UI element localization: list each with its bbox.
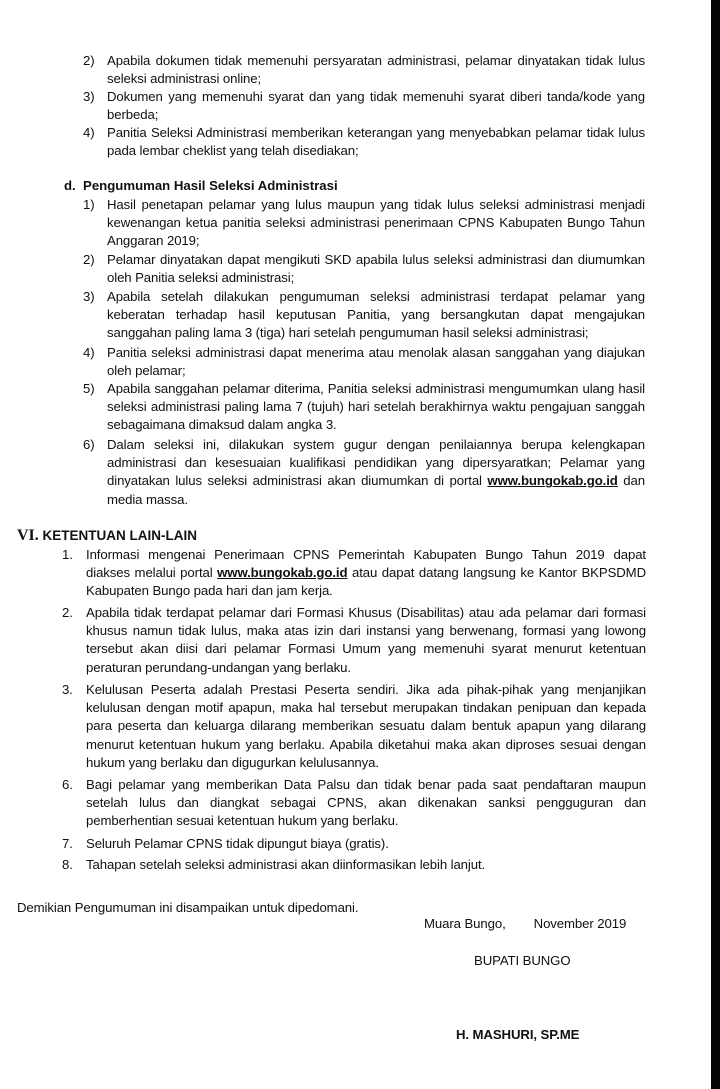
section-d-heading: d. Pengumuman Hasil Seleksi Administrasi (64, 178, 338, 193)
item-text: Seluruh Pelamar CPNS tidak dipungut biaya (gratis). (86, 836, 389, 851)
item-text-part: Dalam seleksi ini, dilakukan system gugur dengan penilaiannya berupa kelengkapan administrasi dan kesesuaian kualifikasi pendidikan yang dipersyaratkan; Pelamar yang dinyatakan lulus seleksi administrasi akan diumumkan di portal (107, 437, 645, 489)
section-roman-numeral: VI. (17, 527, 39, 544)
date: November 2019 (533, 916, 627, 931)
closing-statement: Demikian Pengumuman ini disampaikan untuk dipedomani. (17, 900, 359, 915)
item-number: 2) (83, 53, 95, 68)
item-number: 8. (62, 857, 73, 872)
item-number: 6) (83, 437, 95, 452)
item-text: Panitia seleksi administrasi dapat menerima atau menolak alasan sanggahan yang diajukan oleh pelamar; (107, 345, 645, 379)
item-number: 6. (62, 777, 73, 792)
item-text: Apabila sanggahan pelamar diterima, Panitia seleksi administrasi mengumumkan ulang hasil seleksi administrasi paling lama 7 (tujuh) hari setelah berakhirnya waktu pengajuan sanggah sebagaimana dimaksud dalam angka 3. (107, 381, 645, 433)
item-text: Hasil penetapan pelamar yang lulus maupun yang tidak lulus seleksi administrasi menjadi kewenangan ketua panitia seleksi administrasi penerimaan CPNS Kabupaten Bungo Tahun Anggaran 2019; (107, 197, 645, 249)
item-text: Pelamar dinyatakan dapat mengikuti SKD apabila lulus seleksi administrasi dan diumumkan oleh Panitia seleksi administrasi; (107, 252, 645, 286)
item-text: Apabila setelah dilakukan pengumuman seleksi administrasi terdapat pelamar yang keberatan terhadap hasil keputusan Panitia, yang bersangkutan dapat mengajukan sanggahan paling lama 3 (tiga) hari setelah pengumuman hasil seleksi administrasi; (107, 289, 645, 341)
item-number: 7. (62, 836, 73, 851)
item-number: 5) (83, 381, 95, 396)
item-number: 2) (83, 252, 95, 267)
item-text-part: atau dapat datang langsung ke Kantor BKPSDMD Kabupaten Bungo pada hari dan jam kerja. (86, 565, 646, 599)
signatory-title: BUPATI BUNGO (474, 953, 571, 968)
place-date (424, 915, 626, 933)
item-text: Kelulusan Peserta adalah Prestasi Peserta sendiri. Jika ada pihak-pihak yang menjanjikan kelulusan dengan motif apapun, maka hal tersebut merupakan tindakan penipuan dan kepada para peserta dan keluarga dilarang memberikan sesuatu dalam bentuk apapun yang dilarang menurut ketentuan hukum yang berlaku. Apabila diketahui maka akan diproses sesuai dengan hukum yang berlaku dan digugurkan kelulusannya. (86, 682, 646, 770)
portal-link[interactable]: www.bungokab.go.id (217, 565, 348, 581)
item-text-part: dan media massa. (107, 473, 645, 507)
item-text (86, 546, 646, 601)
section-title: KETENTUAN LAIN-LAIN (42, 528, 198, 543)
item-text: Tahapan setelah seleksi administrasi akan diinformasikan lebih lanjut. (86, 857, 486, 872)
scan-edge (711, 0, 720, 1089)
item-number: 1. (62, 547, 73, 562)
item-text: Bagi pelamar yang memberikan Data Palsu dan tidak benar pada saat pendaftaran maupun setelah lulus dan diangkat sebagai CPNS, akan dikenakan sanksi pengguguran dan pemberhentian sesuai ketentuan hukum yang berlaku. (86, 777, 646, 829)
section-vi-heading (17, 527, 197, 545)
item-number: 3. (62, 682, 73, 697)
place: Muara Bungo, (424, 916, 506, 931)
item-number: 2. (62, 605, 73, 620)
item-text (107, 436, 645, 509)
item-text: Apabila dokumen tidak memenuhi persyaratan administrasi, pelamar dinyatakan tidak lulus seleksi administrasi online; (107, 53, 645, 87)
item-number: 3) (83, 89, 95, 104)
item-text-part: Informasi mengenai Penerimaan CPNS Pemerintah Kabupaten Bungo Tahun 2019 dapat diakses melalui portal (86, 547, 646, 581)
item-text: Panitia Seleksi Administrasi memberikan keterangan yang menyebabkan pelamar tidak lulus pada lembar cheklist yang telah disediakan; (107, 125, 645, 159)
item-text: Apabila tidak terdapat pelamar dari Formasi Khusus (Disabilitas) atau ada pelamar dari formasi khusus namun tidak lulus, maka atas izin dari instansi yang berwenang, formasi yang lowong tersebut akan diisi dari pelamar Formasi Umum yang memenuhi syarat menurut ketentuan peraturan perundang-undangan yang berlaku. (86, 605, 646, 675)
item-number: 4) (83, 125, 95, 140)
item-text: Dokumen yang memenuhi syarat dan yang tidak memenuhi syarat diberi tanda/kode yang berbeda; (107, 89, 645, 123)
signatory-name: H. MASHURI, SP.ME (456, 1027, 580, 1042)
portal-link[interactable]: www.bungokab.go.id (487, 473, 618, 489)
item-number: 4) (83, 345, 95, 360)
item-number: 3) (83, 289, 95, 304)
item-number: 1) (83, 197, 95, 212)
